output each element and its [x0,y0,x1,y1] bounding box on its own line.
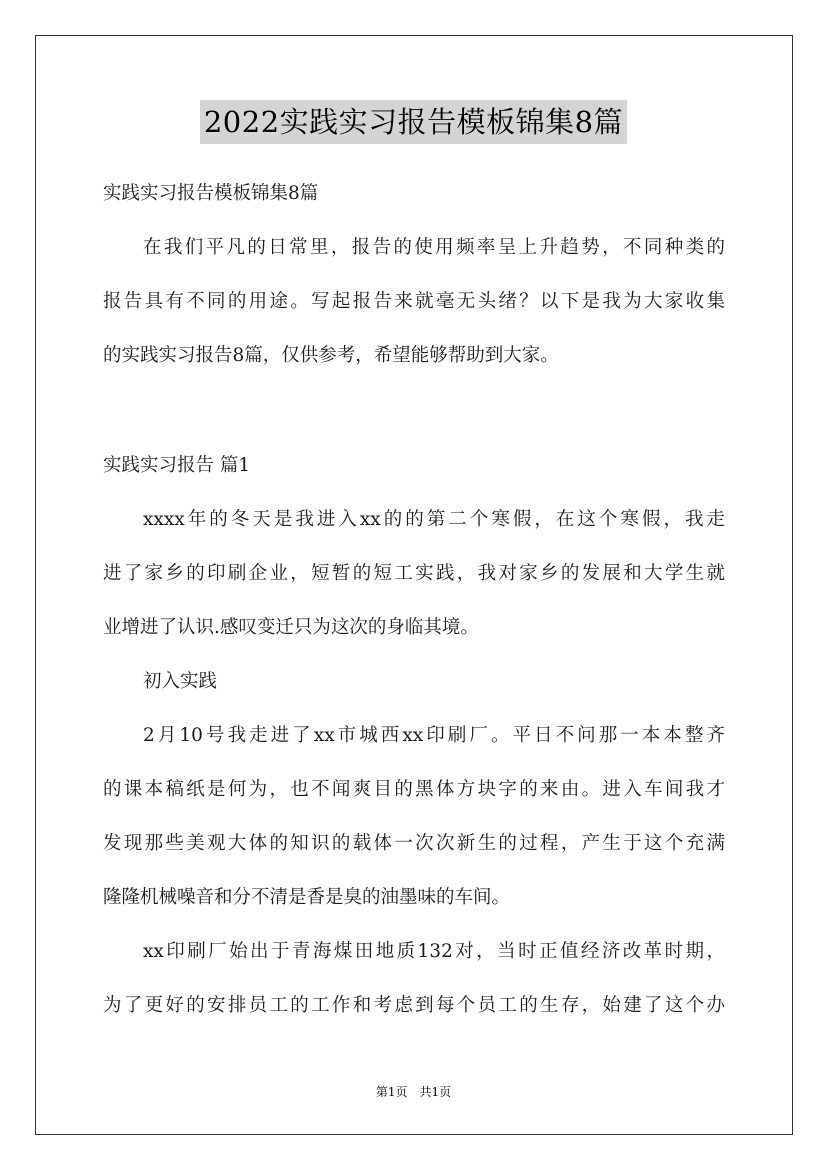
document-title-text: 2022实践实习报告模板锦集8篇 [200,100,627,144]
intro-line-1: 在我们平凡的日常里，报告的使用频率呈上升趋势，不同种类的 [143,237,725,258]
intro-line-2: 报告具有不同的用途。写起报告来就毫无头绪？以下是我为大家收集 [103,291,725,312]
paragraph-line: 隆隆机械噪音和分不清是香是臭的油墨味的车间。 [103,887,511,908]
section-heading: 实践实习报告 篇1 [103,455,251,476]
paragraph-line: xx印刷厂始出于青海煤田地质132对，当时正值经济改革时期， [143,941,725,962]
paragraph-line: 的课本稿纸是何为，也不闻爽目的黑体方块字的来由。进入车间我才 [103,779,725,800]
paragraph-line: 发现那些美观大体的知识的载体一次次新生的过程，产生于这个充满 [103,833,725,854]
paragraph-line: 2月10号我走进了xx市城西xx印刷厂。平日不问那一本本整齐 [143,725,725,746]
page-footer: 第1页 共1页 [375,1085,452,1099]
paragraph-line: 业增进了认识.感叹变迁只为这次的身临其境。 [103,617,479,638]
intro-line-3: 的实践实习报告8篇，仅供参考，希望能够帮助到大家。 [103,345,559,366]
document-title [0,100,827,144]
paragraph-line: 进了家乡的印刷企业，短暂的短工实践，我对家乡的发展和大学生就 [103,563,725,584]
document-subtitle: 实践实习报告模板锦集8篇 [103,183,319,204]
paragraph-line: 为了更好的安排员工的工作和考虑到每个员工的生存，始建了这个办 [103,995,725,1016]
paragraph-line: xxxx年的冬天是我进入xx的的第二个寒假，在这个寒假，我走 [143,509,725,530]
subheading: 初入实践 [143,671,218,692]
